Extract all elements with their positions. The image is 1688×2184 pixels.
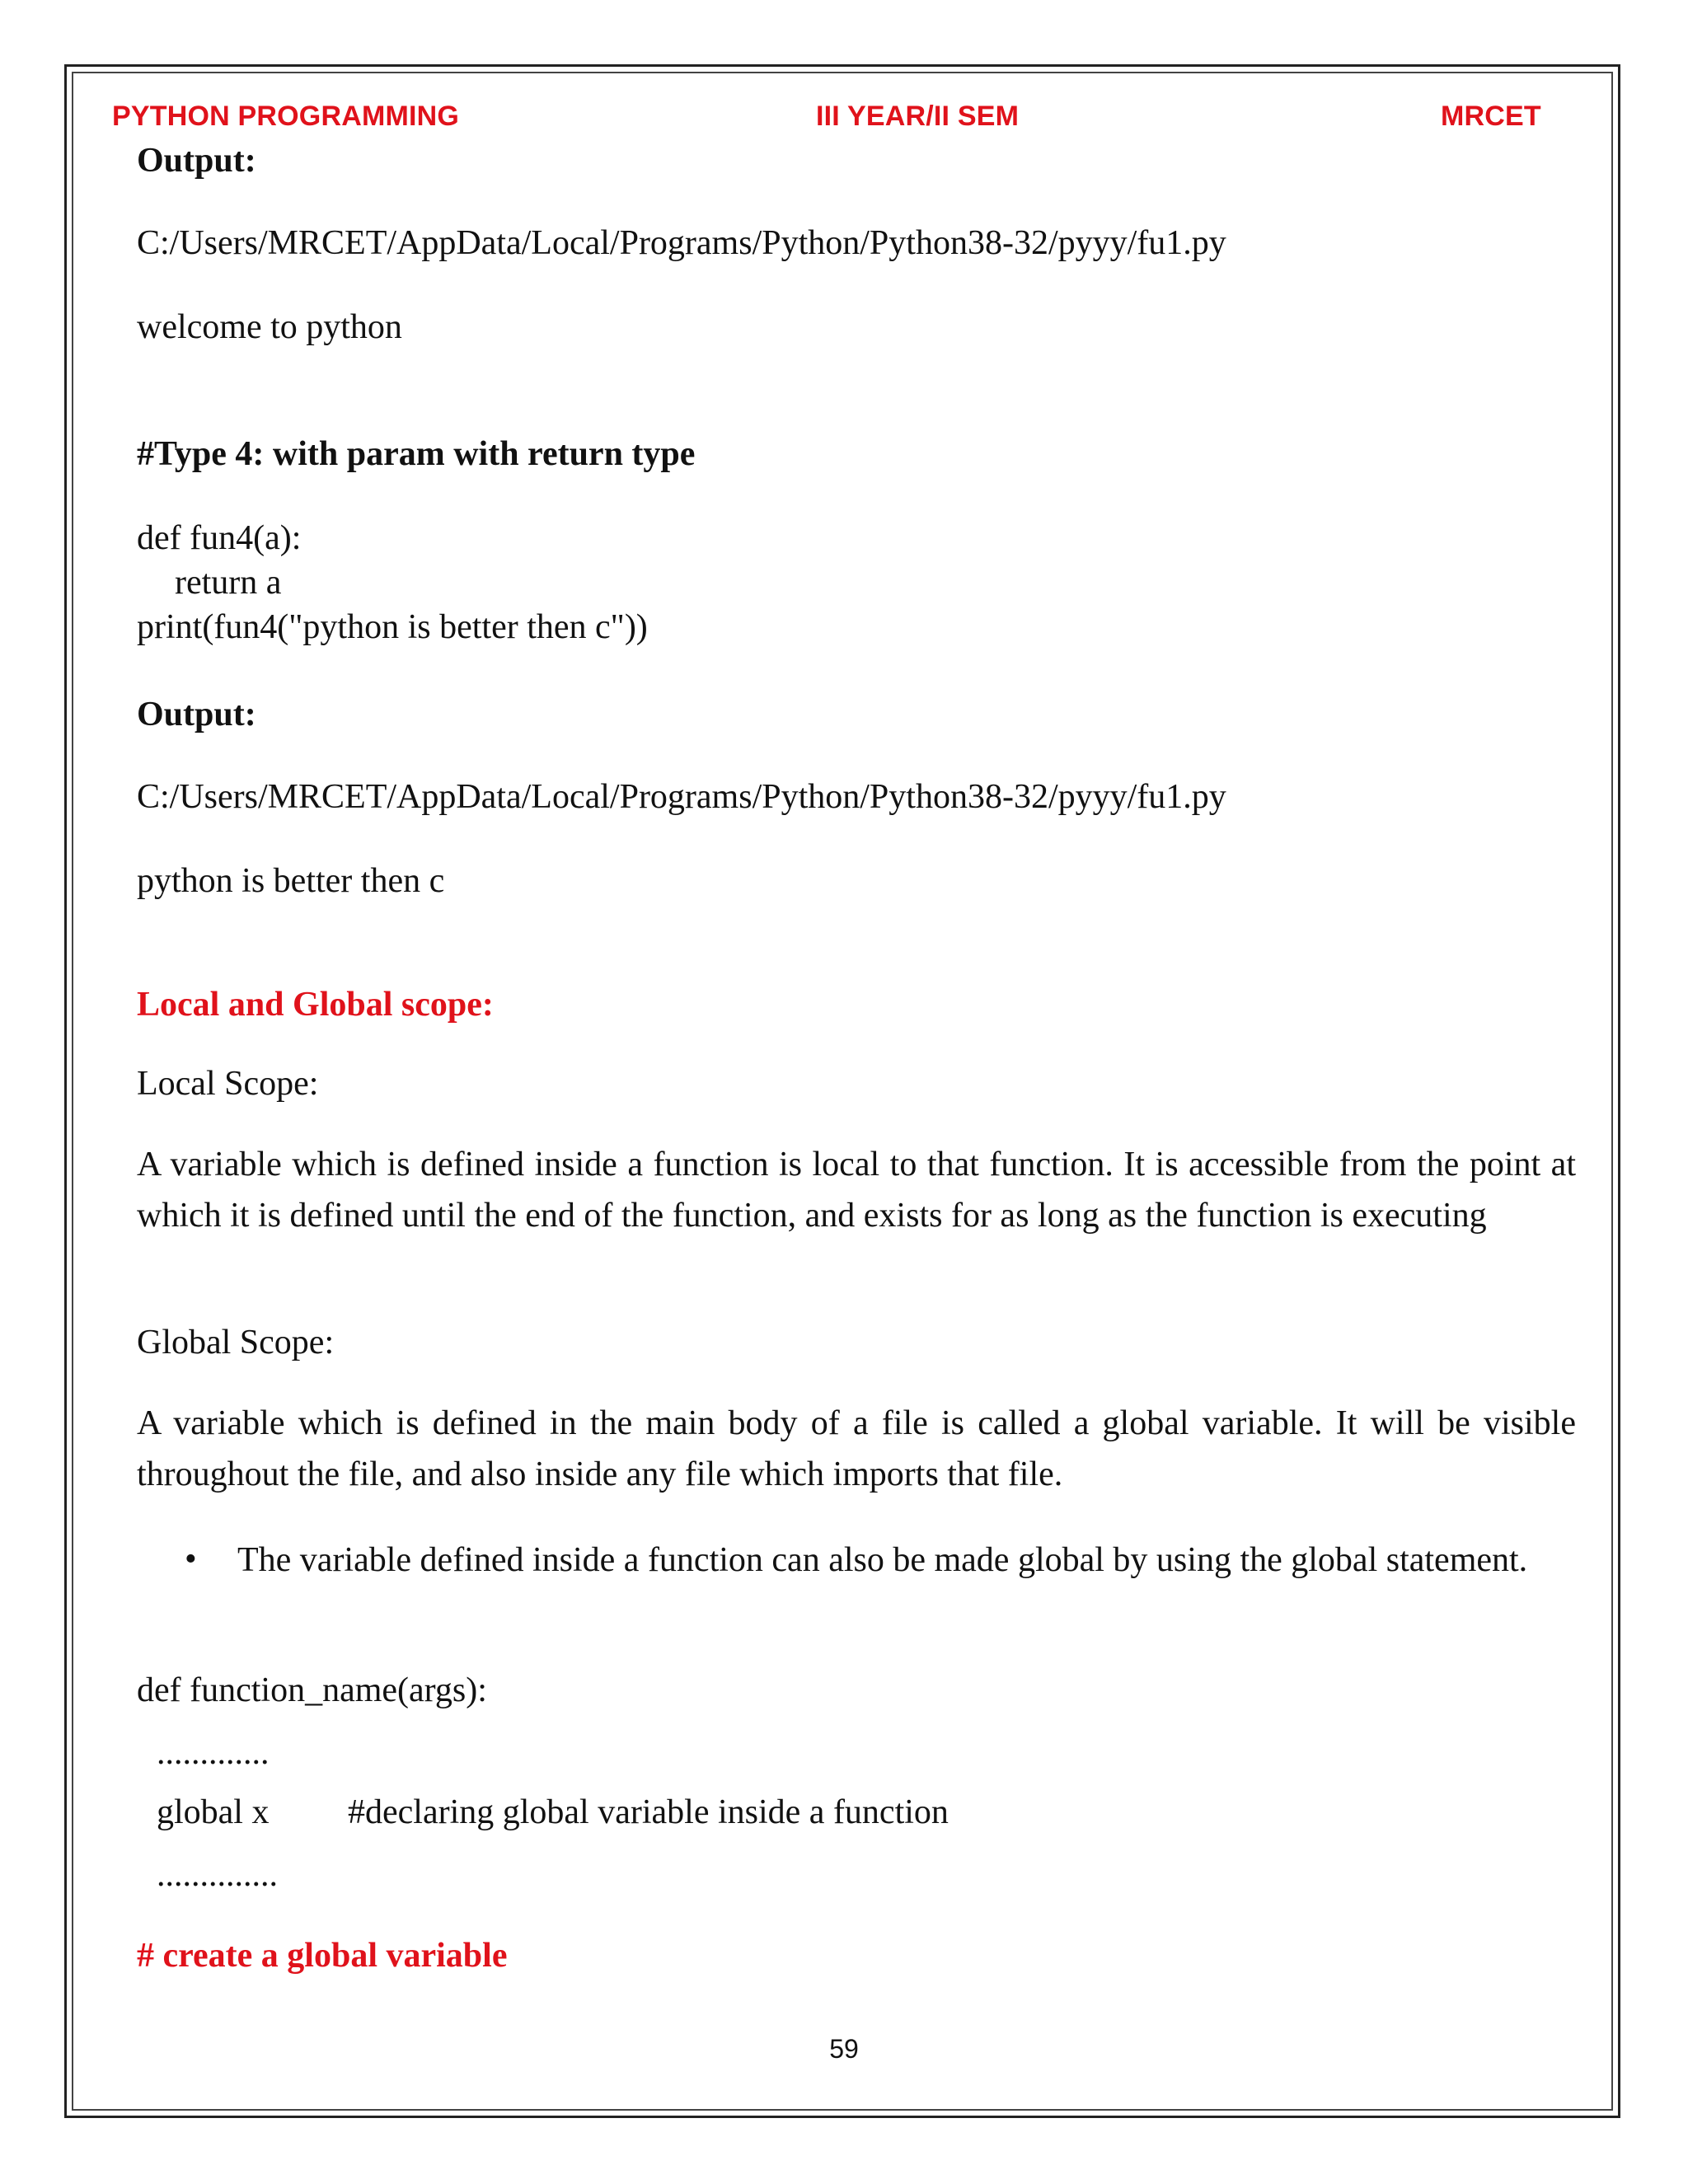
syntax-global-keyword: global x	[157, 1793, 270, 1831]
output-result-1: welcome to python	[137, 308, 402, 346]
syntax-dots-top: .............	[157, 1734, 270, 1772]
header-course-title: PYTHON PROGRAMMING	[112, 101, 460, 132]
output-path-2: C:/Users/MRCET/AppData/Local/Programs/Python/Python38-32/pyyy/fu1.py	[137, 778, 1226, 816]
scope-heading: Local and Global scope:	[137, 986, 494, 1024]
type4-heading: #Type 4: with param with return type	[137, 435, 696, 473]
code-line-return: return a	[175, 564, 282, 602]
header-year-sem: III YEAR/II SEM	[816, 101, 1020, 132]
local-scope-label: Local Scope:	[137, 1065, 319, 1103]
output-path-1: C:/Users/MRCET/AppData/Local/Programs/Python/Python38-32/pyyy/fu1.py	[137, 224, 1226, 262]
bullet-global-statement: The variable defined inside a function can also be made global by using the global statement.	[237, 1541, 1528, 1579]
page-number: 59	[829, 2034, 859, 2064]
syntax-def-line: def function_name(args):	[137, 1671, 487, 1709]
output-label-1: Output:	[137, 142, 256, 180]
code-line-def: def fun4(a):	[137, 519, 302, 557]
global-scope-label: Global Scope:	[137, 1324, 335, 1361]
output-result-2: python is better then c	[137, 862, 445, 900]
create-global-heading: # create a global variable	[137, 1937, 508, 1975]
output-label-2: Output:	[137, 696, 256, 733]
header-institution: MRCET	[1441, 101, 1541, 132]
local-scope-paragraph: A variable which is defined inside a function is local to that function. It is accessible from the point at which it is defined until the end of the function, and exists for as long as the function is executing	[137, 1146, 1576, 1235]
code-line-print: print(fun4("python is better then c"))	[137, 608, 648, 646]
bullet-dot: •	[185, 1540, 197, 1578]
syntax-global-comment: #declaring global variable inside a function	[348, 1793, 949, 1831]
syntax-dots-bottom: ..............	[157, 1856, 278, 1894]
global-scope-paragraph: A variable which is defined in the main body of a file is called a global variable. It will be visible throughout the file, and also inside any file which imports that file.	[137, 1404, 1576, 1493]
